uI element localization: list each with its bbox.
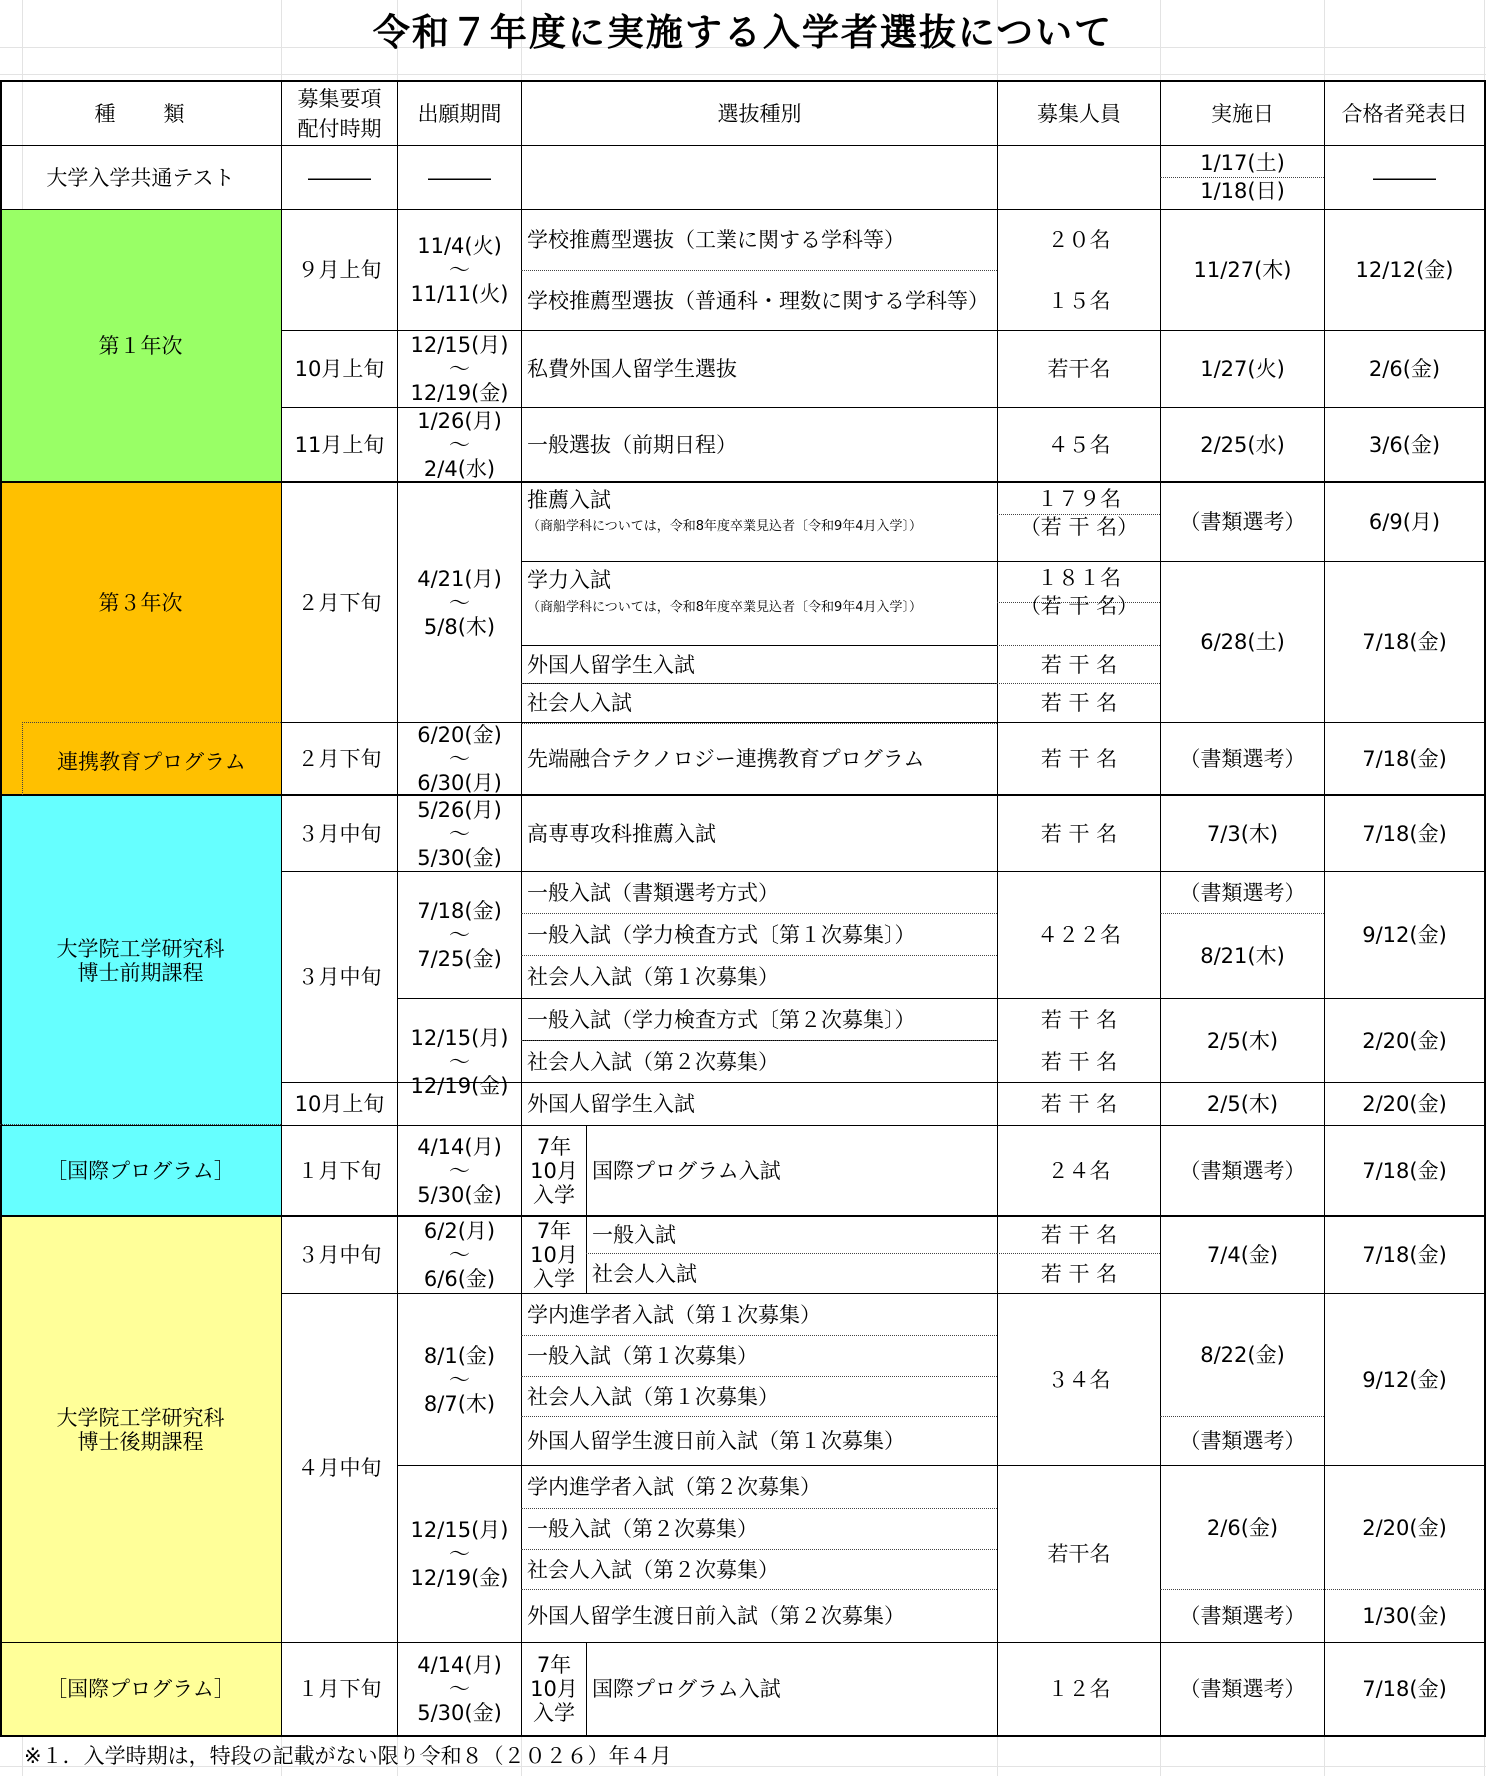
period-start: 4/14(月) bbox=[417, 1653, 502, 1677]
year3-dist: ２月下旬 bbox=[297, 590, 382, 615]
year3-cap-1b: （若 干 名） bbox=[1019, 515, 1139, 539]
period-start: 6/20(金) bbox=[417, 722, 502, 747]
master-intl-period bbox=[398, 1126, 521, 1215]
doctor-date-a: 7/4(金) bbox=[1206, 1243, 1279, 1267]
master-sel-a: 高専専攻科推薦入試 bbox=[527, 821, 716, 846]
period-tilde: ～ bbox=[449, 1243, 470, 1267]
doctor-sel-b1: 学内進学者入試（第１次募集） bbox=[527, 1302, 821, 1327]
period-start: 8/1(金) bbox=[423, 1343, 496, 1368]
header-kind: 種 類 bbox=[94, 101, 187, 126]
doctor-cap-a1: 若 干 名 bbox=[1040, 1223, 1118, 1247]
year3-cap-2b: （若 干 名） bbox=[1019, 594, 1139, 618]
doctor-sel-c3: 社会人入試（第２次募集） bbox=[527, 1557, 779, 1582]
master-period-a bbox=[398, 796, 521, 871]
header-capacity: 募集人員 bbox=[1037, 101, 1121, 126]
entry-month: 10月 bbox=[530, 1158, 578, 1183]
period-end: 12/19(金) bbox=[410, 1074, 509, 1098]
year1-cap-c: ４５名 bbox=[1047, 432, 1111, 457]
doctor-sel-c1: 学内進学者入試（第２次募集） bbox=[527, 1475, 821, 1499]
year1-cap-a2: １５名 bbox=[1047, 288, 1111, 313]
period-tilde: ～ bbox=[449, 590, 470, 615]
year3-ann-1: 6/9(月) bbox=[1368, 510, 1441, 534]
master-ann-b: 9/12(金) bbox=[1362, 923, 1447, 947]
year1-label: 第１年次 bbox=[98, 334, 183, 358]
entry-year: 7年 bbox=[536, 1219, 572, 1243]
period-tilde: ～ bbox=[449, 1050, 470, 1074]
doctor-dist-a: ３月中旬 bbox=[297, 1243, 382, 1267]
year3-date-1: （書類選考） bbox=[1179, 510, 1306, 534]
year1-sel-b: 私費外国人留学生選抜 bbox=[527, 357, 737, 381]
master-date-b2: 8/21(木) bbox=[1200, 944, 1285, 968]
period-end: 6/30(月) bbox=[417, 770, 502, 795]
header-distribution bbox=[282, 82, 397, 145]
master-sel-c1: 一般入試（学力検査方式〔第２次募集〕） bbox=[527, 1007, 916, 1032]
year3-prog-ann: 7/18(金) bbox=[1362, 746, 1447, 771]
master-date-b1: （書類選考） bbox=[1179, 880, 1306, 905]
doctor-cap-b: ３４名 bbox=[1047, 1367, 1111, 1392]
doctor-intl-dist: １月下旬 bbox=[297, 1677, 382, 1701]
year1-period-c bbox=[398, 408, 521, 481]
master-sel-c2: 社会人入試（第２次募集） bbox=[527, 1049, 779, 1074]
master-ann-c: 2/20(金) bbox=[1362, 1028, 1447, 1053]
period-tilde: ～ bbox=[449, 821, 470, 846]
year3-period bbox=[398, 483, 521, 722]
year3-cap-3: 若 干 名 bbox=[1040, 652, 1118, 677]
master-intl-ann: 7/18(金) bbox=[1362, 1158, 1447, 1183]
master-intl-cap: ２４名 bbox=[1047, 1158, 1111, 1183]
doctor-date-b2: （書類選考） bbox=[1179, 1429, 1306, 1453]
year1-sel-a2: 学校推薦型選抜（普通科・理数に関する学科等） bbox=[527, 288, 989, 313]
year1-dist-c: 11月上旬 bbox=[294, 432, 385, 457]
doctor-intl-entry bbox=[522, 1643, 586, 1735]
year1-dist-a: ９月上旬 bbox=[297, 258, 382, 282]
doctor-period-a bbox=[398, 1217, 521, 1293]
master-sel-b1: 一般入試（書類選考方式） bbox=[527, 880, 779, 905]
year1-sel-c: 一般選抜（前期日程） bbox=[527, 432, 737, 457]
doctor-intl-label: ［国際プログラム］ bbox=[46, 1677, 235, 1701]
master-label bbox=[0, 796, 281, 1125]
year3-sel-4: 社会人入試 bbox=[527, 691, 632, 715]
doctor-sel-c2: 一般入試（第２次募集） bbox=[527, 1517, 758, 1541]
year3-sel-1: 推薦入試 bbox=[527, 488, 611, 512]
header-selection: 選抜種別 bbox=[717, 101, 802, 126]
master-date-d: 2/5(木) bbox=[1206, 1092, 1279, 1116]
year1-cap-b: 若干名 bbox=[1047, 357, 1111, 381]
header-exam-date: 実施日 bbox=[1211, 101, 1274, 126]
period-tilde: ～ bbox=[449, 1677, 470, 1701]
master-intl-date: （書類選考） bbox=[1179, 1158, 1306, 1183]
year3-note-1: （商船学科については，令和8年度卒業見込者〔令和9年4月入学〕） bbox=[527, 519, 923, 534]
year3-label: 第３年次 bbox=[98, 590, 183, 615]
year1-ann-c: 3/6(金) bbox=[1368, 432, 1441, 457]
year3-prog-dist: ２月下旬 bbox=[297, 746, 382, 771]
doctor-date-c2: （書類選考） bbox=[1179, 1604, 1306, 1628]
doctor-ann-b: 9/12(金) bbox=[1362, 1367, 1447, 1392]
master-cap-c2: 若 干 名 bbox=[1040, 1049, 1118, 1074]
doctor-period-c bbox=[398, 1466, 521, 1642]
header-distribution-1: 募集要項 bbox=[297, 86, 382, 111]
year1-period-b bbox=[398, 331, 521, 407]
year3-prog-sel: 先端融合テクノロジー連携教育プログラム bbox=[527, 746, 925, 771]
doctor-entry-a bbox=[522, 1217, 586, 1293]
table-border-bottom bbox=[0, 1735, 1486, 1737]
entry-label: 入学 bbox=[533, 1701, 575, 1725]
period-end: 11/11(火) bbox=[410, 282, 509, 306]
doctor-sel-a1: 一般入試 bbox=[592, 1223, 676, 1247]
header-announce: 合格者発表日 bbox=[1341, 101, 1468, 126]
period-end: 2/4(水) bbox=[423, 456, 496, 481]
common-test-dist: ――― bbox=[308, 165, 371, 190]
entry-year: 7年 bbox=[536, 1134, 572, 1159]
period-tilde: ～ bbox=[449, 923, 470, 947]
period-end: 6/6(金) bbox=[423, 1267, 496, 1291]
doctor-intl-date: （書類選考） bbox=[1179, 1677, 1306, 1701]
footnote: ※１．入学時期は，特段の記載がない限り令和８（２０２６）年４月 bbox=[24, 1744, 672, 1768]
doctor-label-2: 博士後期課程 bbox=[77, 1429, 204, 1454]
doctor-sel-b4: 外国人留学生渡日前入試（第１次募集） bbox=[527, 1429, 905, 1453]
doctor-sel-c4: 外国人留学生渡日前入試（第２次募集） bbox=[527, 1604, 905, 1628]
doctor-ann-c2: 1/30(金) bbox=[1362, 1604, 1447, 1628]
doctor-date-c1: 2/6(金) bbox=[1206, 1515, 1279, 1540]
doctor-cap-c: 若干名 bbox=[1047, 1542, 1111, 1566]
master-period-c bbox=[398, 999, 521, 1125]
header-application: 出願期間 bbox=[417, 101, 502, 126]
year1-date-c: 2/25(水) bbox=[1200, 432, 1285, 457]
period-tilde: ～ bbox=[449, 258, 470, 282]
doctor-intl-cap: １２名 bbox=[1047, 1677, 1111, 1701]
doctor-sel-a2: 社会人入試 bbox=[592, 1261, 697, 1286]
master-dist-a: ３月中旬 bbox=[297, 821, 382, 846]
period-end: 5/30(金) bbox=[417, 1182, 502, 1207]
header-distribution-2: 配付時期 bbox=[297, 116, 382, 141]
year1-cap-a1: ２０名 bbox=[1047, 228, 1111, 252]
period-end: 8/7(木) bbox=[423, 1391, 496, 1416]
master-sel-b3: 社会人入試（第１次募集） bbox=[527, 965, 779, 989]
period-start: 1/26(月) bbox=[417, 408, 502, 433]
period-start: 7/18(金) bbox=[417, 899, 502, 923]
entry-label: 入学 bbox=[533, 1182, 575, 1207]
year1-sel-a1: 学校推薦型選抜（工業に関する学科等） bbox=[527, 228, 905, 252]
period-start: 4/21(月) bbox=[417, 566, 502, 591]
master-dist-d: 10月上旬 bbox=[294, 1092, 385, 1116]
period-start: 12/15(月) bbox=[410, 1518, 509, 1542]
year3-sel-3: 外国人留学生入試 bbox=[527, 652, 695, 677]
period-end: 5/30(金) bbox=[417, 845, 502, 870]
master-label-1: 大学院工学研究科 bbox=[56, 936, 225, 961]
year3-cap-1a: １７９名 bbox=[1037, 487, 1121, 511]
period-end: 5/30(金) bbox=[417, 1701, 502, 1725]
period-start: 4/14(月) bbox=[417, 1134, 502, 1159]
period-tilde: ～ bbox=[449, 746, 470, 771]
year3-prog-cap: 若 干 名 bbox=[1040, 746, 1118, 771]
master-cap-a: 若 干 名 bbox=[1040, 821, 1118, 846]
master-ann-d: 2/20(金) bbox=[1362, 1092, 1447, 1116]
common-test-period: ――― bbox=[428, 165, 491, 190]
doctor-period-b bbox=[398, 1294, 521, 1465]
entry-label: 入学 bbox=[533, 1267, 575, 1291]
master-intl-label: ［国際プログラム］ bbox=[46, 1158, 235, 1183]
period-tilde: ～ bbox=[449, 1367, 470, 1392]
doctor-sel-b2: 一般入試（第１次募集） bbox=[527, 1344, 758, 1368]
period-start: 5/26(月) bbox=[417, 797, 502, 822]
master-label-2: 博士前期課程 bbox=[77, 960, 204, 985]
doctor-label-1: 大学院工学研究科 bbox=[56, 1405, 225, 1430]
year1-ann-b: 2/6(金) bbox=[1368, 357, 1441, 381]
doctor-intl-ann: 7/18(金) bbox=[1362, 1677, 1447, 1701]
master-date-a: 7/3(木) bbox=[1206, 821, 1279, 846]
period-tilde: ～ bbox=[449, 1542, 470, 1566]
year3-cap-4: 若 干 名 bbox=[1040, 691, 1118, 715]
common-test-announce: ――― bbox=[1373, 165, 1436, 190]
period-end: 7/25(金) bbox=[417, 947, 502, 971]
year1-ann-a: 12/12(金) bbox=[1355, 258, 1454, 282]
period-tilde: ～ bbox=[449, 357, 470, 381]
master-sel-d: 外国人留学生入試 bbox=[527, 1092, 695, 1116]
master-sel-b2: 一般入試（学力検査方式〔第１次募集〕） bbox=[527, 922, 916, 947]
entry-year: 7年 bbox=[536, 1653, 572, 1677]
entry-month: 10月 bbox=[530, 1243, 578, 1267]
period-tilde: ～ bbox=[449, 432, 470, 457]
year3-ann-2: 7/18(金) bbox=[1362, 630, 1447, 654]
master-cap-d: 若 干 名 bbox=[1040, 1092, 1118, 1116]
doctor-label bbox=[0, 1217, 281, 1642]
common-test-name: 大学入学共通テスト bbox=[46, 165, 235, 190]
master-intl-dist: １月下旬 bbox=[297, 1158, 382, 1183]
master-intl-sel: 国際プログラム入試 bbox=[592, 1158, 781, 1183]
year1-date-a: 11/27(木) bbox=[1193, 258, 1292, 282]
master-dist-b: ３月中旬 bbox=[297, 965, 382, 989]
common-test-date-1: 1/17(土) bbox=[1200, 151, 1285, 175]
period-end: 5/8(木) bbox=[423, 614, 496, 639]
doctor-sel-b3: 社会人入試（第１次募集） bbox=[527, 1384, 779, 1409]
master-cap-b: ４２２名 bbox=[1037, 923, 1121, 947]
doctor-intl-period bbox=[398, 1643, 521, 1735]
doctor-cap-a2: 若 干 名 bbox=[1040, 1261, 1118, 1286]
year3-note-2: （商船学科については，令和8年度卒業見込者〔令和9年4月入学〕） bbox=[527, 600, 923, 615]
period-start: 12/15(月) bbox=[410, 1026, 509, 1050]
year3-cap-2a: １８１名 bbox=[1037, 566, 1121, 590]
year1-date-b: 1/27(火) bbox=[1200, 357, 1285, 381]
doctor-intl-sel: 国際プログラム入試 bbox=[592, 1677, 781, 1701]
period-tilde: ～ bbox=[449, 1158, 470, 1183]
year1-period-a bbox=[398, 210, 521, 330]
doctor-dist-b: ４月中旬 bbox=[297, 1456, 382, 1480]
year1-dist-b: 10月上旬 bbox=[294, 357, 385, 381]
doctor-ann-a: 7/18(金) bbox=[1362, 1243, 1447, 1267]
year3-prog-period bbox=[398, 723, 521, 794]
master-cap-c1: 若 干 名 bbox=[1040, 1007, 1118, 1032]
period-start: 11/4(火) bbox=[417, 234, 502, 258]
doctor-ann-c1: 2/20(金) bbox=[1362, 1515, 1447, 1540]
period-start: 12/15(月) bbox=[410, 333, 509, 357]
master-period-b bbox=[398, 872, 521, 998]
year3-date-2: 6/28(土) bbox=[1200, 630, 1285, 654]
year3-prog-label: 連携教育プログラム bbox=[57, 749, 246, 774]
year3-prog-date: （書類選考） bbox=[1179, 746, 1306, 771]
master-date-c: 2/5(木) bbox=[1206, 1028, 1279, 1053]
entry-month: 10月 bbox=[530, 1677, 578, 1701]
period-end: 12/19(金) bbox=[410, 381, 509, 405]
doctor-date-b1: 8/22(金) bbox=[1200, 1343, 1285, 1367]
period-end: 12/19(金) bbox=[410, 1566, 509, 1590]
page-title: 令和７年度に実施する入学者選抜について bbox=[372, 11, 1114, 54]
master-ann-a: 7/18(金) bbox=[1362, 821, 1447, 846]
master-intl-entry bbox=[522, 1126, 586, 1215]
year3-sel-2: 学力入試 bbox=[527, 568, 611, 592]
common-test-date-2: 1/18(日) bbox=[1200, 179, 1285, 203]
period-start: 6/2(月) bbox=[423, 1219, 496, 1243]
